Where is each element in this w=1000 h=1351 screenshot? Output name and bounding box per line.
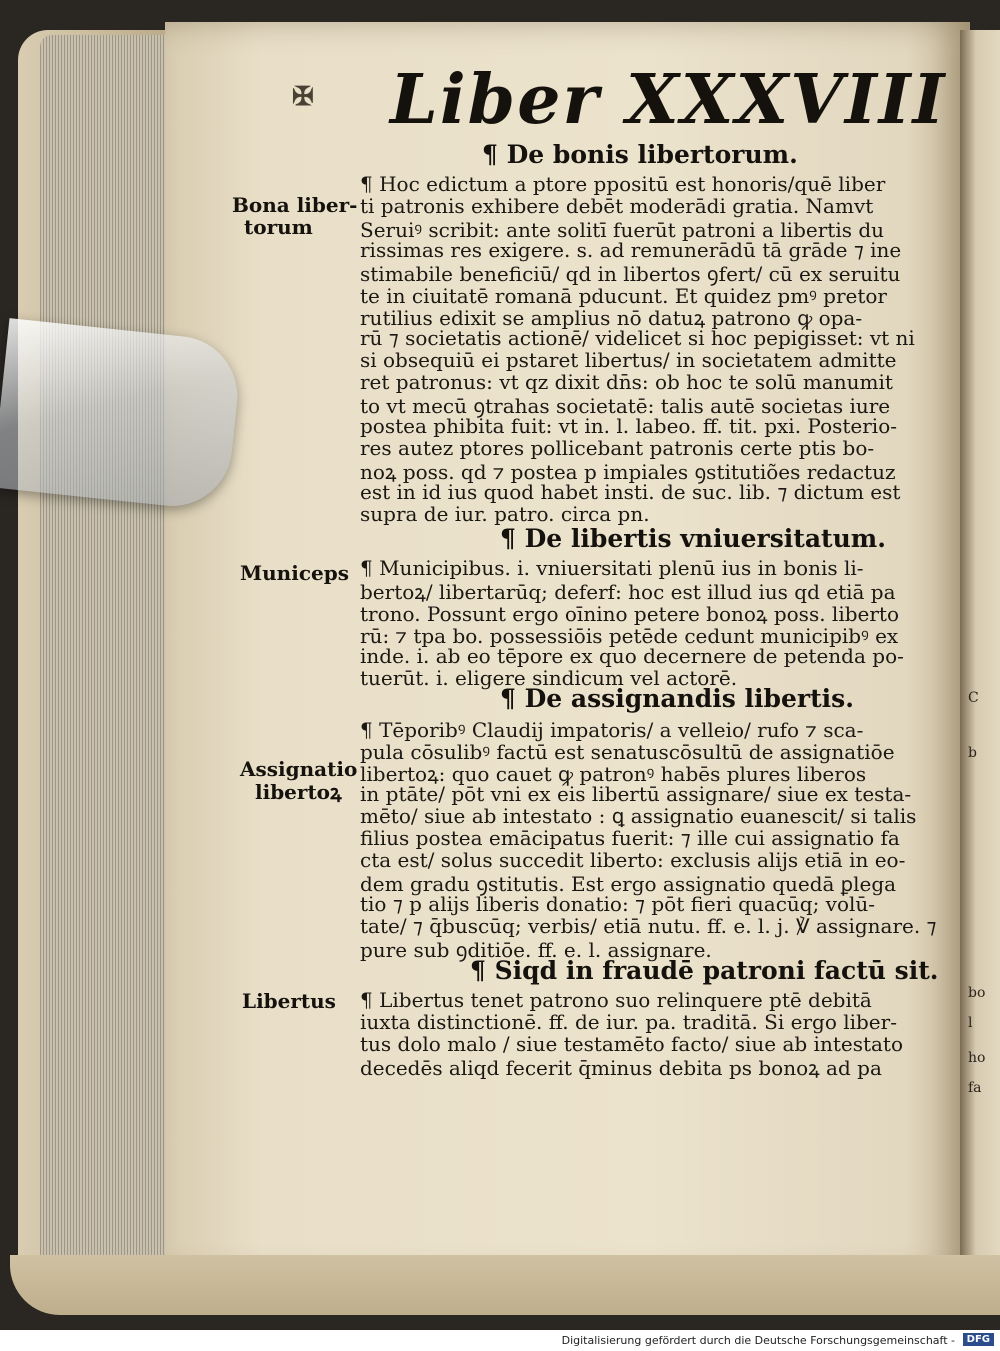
margin-note: Assignatio xyxy=(240,757,358,781)
text-line: est in id ius quod habet insti. de suc. lib. ⁊ dictum est xyxy=(360,480,901,504)
margin-note: Municeps xyxy=(240,561,349,585)
text-line: iuxta distinctionē. ff. de iur. pa. traditā. Si ergo liber- xyxy=(360,1010,897,1034)
text-line: stimabile beneficiū/ qd in libertos ꝯfert/ cū ex seruitu xyxy=(360,262,901,286)
facing-page-fragment: ho xyxy=(968,1050,986,1066)
margin-note: Bona liber- xyxy=(232,193,358,217)
text-line: ¶ Tēporibꝰ Claudij impatoris/ a velleio/ rufo ⁊ sca- xyxy=(360,718,864,742)
text-line: ¶ Libertus tenet patrono suo relinquere ptē debitā xyxy=(360,988,872,1012)
text-line: ¶ Hoc edictum a ptore ppositū est honoris/quē liber xyxy=(360,172,886,196)
text-line: rissimas res exigere. s. ad remunerādū tā grāde ⁊ ine xyxy=(360,238,902,262)
section-rubric: ¶ De bonis libertorum. xyxy=(482,140,798,169)
text-line: decedēs aliqd fecerit q̄minus debita ps bonoꝝ ad pa xyxy=(360,1056,882,1080)
text-line: ti patronis exhibere debēt moderādi gratia. Namvt xyxy=(360,194,874,218)
text-line: rū: ⁊ tpa bo. possessiōis petēde cedunt municipibꝰ ex xyxy=(360,624,899,648)
text-line: ¶ Municipibus. i. vniuersitati plenū ius in bonis li- xyxy=(360,556,864,580)
text-line: cta est/ solus succedit liberto: exclusis alijs etiā in eo- xyxy=(360,848,906,872)
section-rubric: ¶ Siqd in fraudē patroni factū sit. xyxy=(470,956,939,985)
footer-bar xyxy=(0,1330,1000,1351)
page-edges xyxy=(40,35,180,1275)
text-line: tus dolo malo / siue testamēto facto/ siue ab intestato xyxy=(360,1032,903,1056)
text-line: noꝝ poss. qd ⁊ postea p impiales ꝯstitutiões redactuz xyxy=(360,460,896,484)
section-rubric: ¶ De libertis vniuersitatum. xyxy=(500,524,886,553)
text-line: rutilius edixit se amplius nō datuꝝ patrono ꝙ opa- xyxy=(360,306,863,330)
facing-page-fragment: l xyxy=(968,1015,973,1031)
glass-page-clip xyxy=(0,318,243,512)
margin-note: torum xyxy=(244,215,313,239)
dfg-logo: DFG xyxy=(963,1333,994,1346)
text-line: supra de iur. patro. circa pn. xyxy=(360,502,650,526)
text-line: rū ⁊ societatis actionē/ videlicet si hoc pepigisset: vt ni xyxy=(360,326,915,350)
text-line: postea phibita fuit: vt in. l. labeo. ff. tit. pxi. Posterio- xyxy=(360,414,898,438)
margin-note: Libertus xyxy=(242,989,336,1013)
text-line: pure sub ꝯditiōe. ff. e. l. assignare. xyxy=(360,938,712,962)
section-rubric: ¶ De assignandis libertis. xyxy=(500,684,854,713)
margin-note: libertoꝝ xyxy=(255,780,342,804)
text-line: tate/ ⁊ q̄buscūq; verbis/ etiā nutu. ff. e. l. j. ℣ assignare. ⁊ xyxy=(360,914,937,938)
facing-page-fragment: b xyxy=(968,745,977,761)
facing-page xyxy=(960,30,1000,1310)
text-line: res autez ptores pollicebant patronis certe ptis bo- xyxy=(360,436,875,460)
facing-page-fragment: fa xyxy=(968,1080,982,1096)
text-line: Seruiꝰ scribit: ante solitī fuerūt patroni a libertis du xyxy=(360,218,885,242)
footer-credit: Digitalisierung gefördert durch die Deutsche Forschungsgemeinschaft - xyxy=(561,1334,955,1347)
text-line: trono. Possunt ergo oīnino petere bonoꝝ poss. liberto xyxy=(360,602,899,626)
facing-page-fragment: bo xyxy=(968,985,986,1001)
header-mark: ✠ xyxy=(292,82,314,112)
book-cover-bottom xyxy=(10,1255,1000,1315)
facing-page-fragment: C xyxy=(968,690,979,706)
text-line: mēto/ siue ab intestato : ꝗ assignatio euanescit/ si talis xyxy=(360,804,917,828)
text-line: te in ciuitatē romanā pducunt. Et quidez pmꝰ pretor xyxy=(360,284,887,308)
text-line: libertoꝝ: quo cauet ꝙ patronꝰ habēs plures liberos xyxy=(360,762,867,786)
page-title: Liber XXXVIII xyxy=(390,60,947,140)
text-line: to vt mecū ꝯtrahas societatē: talis autē societas iure xyxy=(360,394,891,418)
text-line: si obsequiū ei pstaret libertus/ in societatem admitte xyxy=(360,348,897,372)
text-line: tuerūt. i. eligere sindicum vel actorē. xyxy=(360,666,738,690)
text-line: in ptāte/ pōt vni ex eis libertū assignare/ siue ex testa- xyxy=(360,782,912,806)
text-line: ret patronus: vt qz dixit dn̄s: ob hoc te solū manumit xyxy=(360,370,893,394)
text-line: filius postea emācipatus fuerit: ⁊ ille cui assignatio fa xyxy=(360,826,900,850)
text-line: pula cōsulibꝰ factū est senatuscōsultū de assignatiōe xyxy=(360,740,895,764)
text-line: dem gradu ꝯstitutis. Est ergo assignatio quedā ꝑlega xyxy=(360,872,897,896)
text-line: tio ⁊ p alijs liberis donatio: ⁊ pōt fieri quacūq; volū- xyxy=(360,892,876,916)
text-line: bertoꝝ/ libertarūq; deferf: hoc est illud ius qd etiā pa xyxy=(360,580,896,604)
text-line: inde. i. ab eo tēpore ex quo decernere de petenda po- xyxy=(360,644,904,668)
